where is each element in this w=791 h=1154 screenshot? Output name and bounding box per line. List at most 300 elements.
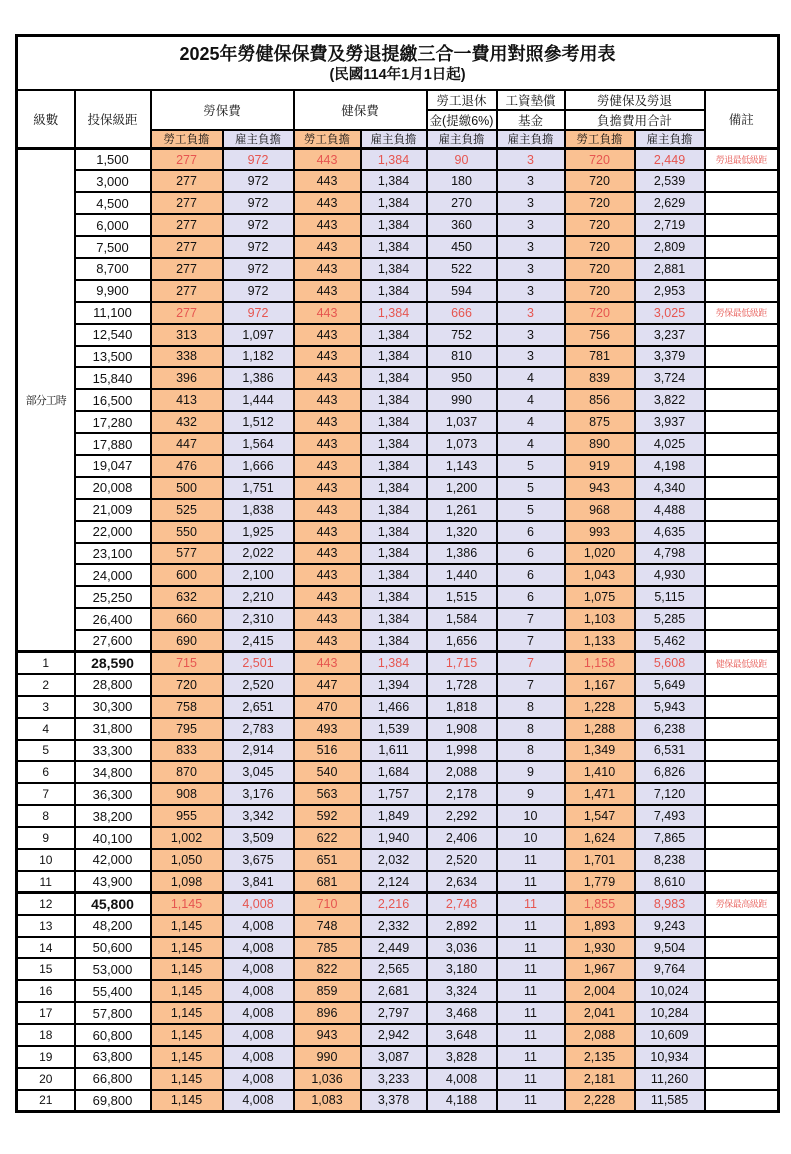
- cell-pension-employer: 1,200: [427, 477, 497, 499]
- cell-pension-employer: 1,440: [427, 564, 497, 586]
- cell-wage-fund-employer: 3: [497, 149, 565, 171]
- cell-health-employer: 3,378: [361, 1090, 427, 1112]
- cell-labor-employer: 4,008: [223, 893, 294, 915]
- cell-labor-employer: 972: [223, 280, 294, 302]
- cell-pension-employer: 2,406: [427, 827, 497, 849]
- table-row: [17, 718, 779, 740]
- cell-health-employer: 2,332: [361, 915, 427, 937]
- table-row: [17, 499, 779, 521]
- subheader-total-employer: 雇主負擔: [635, 130, 705, 149]
- cell-wage-fund-employer: 3: [497, 170, 565, 192]
- cell-health-employer: 1,466: [361, 696, 427, 718]
- cell-remark: [705, 477, 779, 499]
- cell-total-employer: 2,953: [635, 280, 705, 302]
- cell-wage-fund-employer: 6: [497, 586, 565, 608]
- cell-health-employee: 622: [294, 827, 361, 849]
- cell-remark: [705, 1002, 779, 1024]
- cell-health-employer: 1,384: [361, 258, 427, 280]
- cell-salary-bracket: 25,250: [75, 586, 151, 608]
- table-row: [17, 915, 779, 937]
- cell-health-employee: 443: [294, 192, 361, 214]
- cell-labor-employer: 972: [223, 302, 294, 324]
- cell-wage-fund-employer: 11: [497, 980, 565, 1002]
- cell-level: 3: [17, 696, 75, 718]
- cell-total-employer: 8,983: [635, 893, 705, 915]
- cell-health-employer: 1,384: [361, 324, 427, 346]
- cell-pension-employer: 3,036: [427, 937, 497, 959]
- cell-wage-fund-employer: 5: [497, 477, 565, 499]
- cell-labor-employer: 2,210: [223, 586, 294, 608]
- cell-labor-employer: 1,838: [223, 499, 294, 521]
- cell-remark: [705, 827, 779, 849]
- cell-pension-employer: 522: [427, 258, 497, 280]
- cell-total-employer: 4,635: [635, 521, 705, 543]
- cell-salary-bracket: 57,800: [75, 1002, 151, 1024]
- cell-total-employee: 839: [565, 367, 635, 389]
- cell-wage-fund-employer: 7: [497, 608, 565, 630]
- cell-health-employer: 2,449: [361, 937, 427, 959]
- cell-pension-employer: 1,261: [427, 499, 497, 521]
- cell-health-employee: 443: [294, 302, 361, 324]
- table-row: [17, 1002, 779, 1024]
- table-body: [17, 149, 779, 1112]
- cell-health-employee: 748: [294, 915, 361, 937]
- cell-labor-employer: 2,651: [223, 696, 294, 718]
- cell-remark: [705, 258, 779, 280]
- cell-remark: [705, 1090, 779, 1112]
- cell-wage-fund-employer: 11: [497, 1002, 565, 1024]
- cell-wage-fund-employer: 11: [497, 849, 565, 871]
- cell-pension-employer: 1,715: [427, 652, 497, 674]
- cell-labor-employer: 1,925: [223, 521, 294, 543]
- cell-pension-employer: 2,634: [427, 871, 497, 893]
- cell-total-employee: 720: [565, 236, 635, 258]
- subheader-pension-employer: 雇主負擔: [427, 130, 497, 149]
- cell-health-employee: 443: [294, 149, 361, 171]
- cell-wage-fund-employer: 3: [497, 236, 565, 258]
- cell-total-employer: 5,285: [635, 608, 705, 630]
- table-row: [17, 1090, 779, 1112]
- cell-labor-employee: 277: [151, 258, 223, 280]
- cell-pension-employer: 1,998: [427, 740, 497, 762]
- cell-total-employee: 1,547: [565, 805, 635, 827]
- cell-pension-employer: 2,748: [427, 893, 497, 915]
- cell-health-employer: 1,384: [361, 433, 427, 455]
- level-group-part-time: 部分工時: [17, 149, 75, 652]
- cell-labor-employer: 3,176: [223, 783, 294, 805]
- cell-total-employee: 856: [565, 389, 635, 411]
- cell-pension-employer: 1,320: [427, 521, 497, 543]
- cell-remark: [705, 499, 779, 521]
- cell-salary-bracket: 60,800: [75, 1024, 151, 1046]
- cell-total-employer: 9,764: [635, 958, 705, 980]
- cell-remark: 勞保最高級距: [705, 893, 779, 915]
- cell-total-employee: 1,228: [565, 696, 635, 718]
- cell-wage-fund-employer: 7: [497, 630, 565, 652]
- cell-total-employer: 3,379: [635, 346, 705, 368]
- cell-salary-bracket: 43,900: [75, 871, 151, 893]
- cell-total-employer: 2,809: [635, 236, 705, 258]
- cell-health-employer: 2,797: [361, 1002, 427, 1024]
- cell-total-employer: 2,539: [635, 170, 705, 192]
- cell-remark: [705, 783, 779, 805]
- cell-total-employee: 1,855: [565, 893, 635, 915]
- cell-total-employee: 720: [565, 214, 635, 236]
- cell-pension-employer: 1,386: [427, 543, 497, 565]
- cell-pension-employer: 2,178: [427, 783, 497, 805]
- cell-remark: [705, 980, 779, 1002]
- cell-labor-employee: 1,145: [151, 915, 223, 937]
- cell-total-employee: 1,930: [565, 937, 635, 959]
- cell-labor-employee: 1,145: [151, 1002, 223, 1024]
- cell-remark: [705, 564, 779, 586]
- cell-wage-fund-employer: 11: [497, 893, 565, 915]
- cell-total-employer: 4,025: [635, 433, 705, 455]
- cell-labor-employee: 447: [151, 433, 223, 455]
- table-row: [17, 455, 779, 477]
- cell-salary-bracket: 7,500: [75, 236, 151, 258]
- cell-labor-employee: 720: [151, 674, 223, 696]
- cell-health-employee: 493: [294, 718, 361, 740]
- cell-health-employee: 651: [294, 849, 361, 871]
- cell-remark: [705, 455, 779, 477]
- cell-level: 12: [17, 893, 75, 915]
- col-header-health-insurance: 健保費: [294, 90, 427, 130]
- table-row: [17, 980, 779, 1002]
- cell-health-employee: 443: [294, 630, 361, 652]
- cell-health-employer: 1,940: [361, 827, 427, 849]
- cell-wage-fund-employer: 11: [497, 871, 565, 893]
- cell-total-employee: 1,624: [565, 827, 635, 849]
- cell-health-employer: 1,384: [361, 346, 427, 368]
- fee-table: [15, 34, 780, 1113]
- cell-labor-employer: 4,008: [223, 1002, 294, 1024]
- cell-pension-employer: 450: [427, 236, 497, 258]
- header-row-1: [17, 90, 779, 110]
- cell-wage-fund-employer: 11: [497, 1046, 565, 1068]
- col-header-wage-fund-line2: 基金: [497, 110, 565, 130]
- cell-total-employer: 10,024: [635, 980, 705, 1002]
- cell-total-employee: 2,004: [565, 980, 635, 1002]
- cell-labor-employee: 338: [151, 346, 223, 368]
- cell-salary-bracket: 53,000: [75, 958, 151, 980]
- cell-health-employer: 2,032: [361, 849, 427, 871]
- cell-health-employer: 2,124: [361, 871, 427, 893]
- cell-health-employer: 1,384: [361, 630, 427, 652]
- cell-salary-bracket: 28,800: [75, 674, 151, 696]
- cell-total-employee: 2,135: [565, 1046, 635, 1068]
- cell-labor-employer: 1,444: [223, 389, 294, 411]
- cell-health-employee: 1,083: [294, 1090, 361, 1112]
- cell-wage-fund-employer: 4: [497, 433, 565, 455]
- cell-total-employee: 2,041: [565, 1002, 635, 1024]
- cell-health-employee: 896: [294, 1002, 361, 1024]
- cell-wage-fund-employer: 9: [497, 761, 565, 783]
- cell-pension-employer: 3,180: [427, 958, 497, 980]
- cell-labor-employer: 1,097: [223, 324, 294, 346]
- cell-salary-bracket: 21,009: [75, 499, 151, 521]
- table-title-cell: [17, 36, 779, 90]
- page-title: 2025年勞健保保費及勞退提繳三合一費用對照參考用表: [179, 44, 616, 65]
- col-header-wage-fund-line1: 工資墊償: [497, 90, 565, 110]
- cell-total-employer: 3,237: [635, 324, 705, 346]
- table-row: [17, 1068, 779, 1090]
- subheader-total-employee: 勞工負擔: [565, 130, 635, 149]
- cell-salary-bracket: 30,300: [75, 696, 151, 718]
- cell-labor-employer: 2,783: [223, 718, 294, 740]
- cell-labor-employee: 1,050: [151, 849, 223, 871]
- cell-health-employer: 1,384: [361, 236, 427, 258]
- cell-salary-bracket: 31,800: [75, 718, 151, 740]
- cell-labor-employee: 660: [151, 608, 223, 630]
- cell-wage-fund-employer: 7: [497, 652, 565, 674]
- cell-labor-employee: 908: [151, 783, 223, 805]
- cell-labor-employee: 550: [151, 521, 223, 543]
- table-row: [17, 564, 779, 586]
- cell-health-employee: 443: [294, 214, 361, 236]
- cell-labor-employer: 972: [223, 214, 294, 236]
- cell-remark: [705, 696, 779, 718]
- cell-salary-bracket: 16,500: [75, 389, 151, 411]
- cell-labor-employee: 277: [151, 302, 223, 324]
- cell-labor-employer: 972: [223, 236, 294, 258]
- cell-labor-employee: 476: [151, 455, 223, 477]
- cell-pension-employer: 2,520: [427, 849, 497, 871]
- cell-labor-employee: 432: [151, 411, 223, 433]
- cell-health-employee: 1,036: [294, 1068, 361, 1090]
- table-row: [17, 367, 779, 389]
- cell-pension-employer: 1,073: [427, 433, 497, 455]
- cell-labor-employee: 955: [151, 805, 223, 827]
- cell-labor-employee: 632: [151, 586, 223, 608]
- cell-remark: [705, 170, 779, 192]
- cell-total-employer: 3,937: [635, 411, 705, 433]
- page-subtitle: (民國114年1月1日起): [329, 67, 466, 84]
- cell-health-employer: 2,216: [361, 893, 427, 915]
- cell-remark: 健保最低級距: [705, 652, 779, 674]
- cell-wage-fund-employer: 3: [497, 192, 565, 214]
- cell-labor-employee: 1,145: [151, 980, 223, 1002]
- cell-pension-employer: 3,468: [427, 1002, 497, 1024]
- cell-level: 5: [17, 740, 75, 762]
- cell-health-employer: 1,384: [361, 280, 427, 302]
- cell-total-employee: 993: [565, 521, 635, 543]
- cell-health-employee: 785: [294, 937, 361, 959]
- table-row: [17, 696, 779, 718]
- cell-remark: [705, 586, 779, 608]
- cell-remark: [705, 761, 779, 783]
- cell-labor-employer: 1,512: [223, 411, 294, 433]
- table-row: [17, 433, 779, 455]
- cell-health-employer: 1,384: [361, 564, 427, 586]
- cell-wage-fund-employer: 3: [497, 302, 565, 324]
- cell-labor-employee: 577: [151, 543, 223, 565]
- table-row: [17, 586, 779, 608]
- cell-salary-bracket: 9,900: [75, 280, 151, 302]
- cell-labor-employer: 972: [223, 192, 294, 214]
- cell-wage-fund-employer: 8: [497, 718, 565, 740]
- cell-total-employee: 875: [565, 411, 635, 433]
- table-row: [17, 324, 779, 346]
- cell-total-employee: 1,133: [565, 630, 635, 652]
- cell-wage-fund-employer: 4: [497, 367, 565, 389]
- cell-remark: [705, 214, 779, 236]
- cell-total-employer: 4,488: [635, 499, 705, 521]
- cell-wage-fund-employer: 4: [497, 411, 565, 433]
- cell-pension-employer: 3,828: [427, 1046, 497, 1068]
- cell-labor-employee: 277: [151, 280, 223, 302]
- cell-wage-fund-employer: 11: [497, 1024, 565, 1046]
- cell-total-employee: 2,181: [565, 1068, 635, 1090]
- cell-salary-bracket: 27,600: [75, 630, 151, 652]
- table-row: [17, 652, 779, 674]
- cell-health-employee: 443: [294, 389, 361, 411]
- cell-salary-bracket: 33,300: [75, 740, 151, 762]
- table-row: [17, 805, 779, 827]
- cell-total-employee: 1,288: [565, 718, 635, 740]
- cell-labor-employee: 277: [151, 170, 223, 192]
- cell-pension-employer: 1,037: [427, 411, 497, 433]
- table-row: [17, 170, 779, 192]
- table-row: [17, 214, 779, 236]
- cell-total-employee: 720: [565, 192, 635, 214]
- cell-labor-employer: 4,008: [223, 1024, 294, 1046]
- cell-remark: [705, 915, 779, 937]
- cell-pension-employer: 2,088: [427, 761, 497, 783]
- table-row: [17, 827, 779, 849]
- cell-health-employer: 1,384: [361, 652, 427, 674]
- cell-wage-fund-employer: 3: [497, 280, 565, 302]
- cell-health-employee: 943: [294, 1024, 361, 1046]
- cell-health-employer: 2,565: [361, 958, 427, 980]
- cell-labor-employee: 413: [151, 389, 223, 411]
- cell-remark: [705, 324, 779, 346]
- cell-labor-employer: 4,008: [223, 1068, 294, 1090]
- cell-salary-bracket: 22,000: [75, 521, 151, 543]
- cell-total-employer: 6,826: [635, 761, 705, 783]
- cell-pension-employer: 1,728: [427, 674, 497, 696]
- cell-level: 4: [17, 718, 75, 740]
- cell-health-employee: 710: [294, 893, 361, 915]
- cell-labor-employee: 1,145: [151, 1068, 223, 1090]
- cell-labor-employee: 277: [151, 149, 223, 171]
- cell-remark: [705, 521, 779, 543]
- cell-remark: [705, 871, 779, 893]
- cell-wage-fund-employer: 3: [497, 324, 565, 346]
- cell-labor-employer: 2,310: [223, 608, 294, 630]
- cell-pension-employer: 810: [427, 346, 497, 368]
- cell-wage-fund-employer: 11: [497, 958, 565, 980]
- cell-labor-employee: 690: [151, 630, 223, 652]
- cell-total-employer: 7,865: [635, 827, 705, 849]
- cell-salary-bracket: 12,540: [75, 324, 151, 346]
- table-row: [17, 477, 779, 499]
- cell-level: 6: [17, 761, 75, 783]
- cell-health-employee: 443: [294, 499, 361, 521]
- cell-total-employee: 968: [565, 499, 635, 521]
- cell-labor-employer: 972: [223, 258, 294, 280]
- cell-labor-employer: 3,342: [223, 805, 294, 827]
- cell-level: 13: [17, 915, 75, 937]
- cell-health-employer: 1,757: [361, 783, 427, 805]
- cell-pension-employer: 950: [427, 367, 497, 389]
- cell-salary-bracket: 8,700: [75, 258, 151, 280]
- cell-total-employer: 7,493: [635, 805, 705, 827]
- cell-labor-employer: 4,008: [223, 1090, 294, 1112]
- cell-labor-employer: 972: [223, 149, 294, 171]
- cell-health-employee: 592: [294, 805, 361, 827]
- cell-level: 21: [17, 1090, 75, 1112]
- cell-remark: [705, 280, 779, 302]
- table-row: [17, 674, 779, 696]
- cell-health-employer: 1,384: [361, 543, 427, 565]
- cell-labor-employee: 1,145: [151, 958, 223, 980]
- cell-labor-employer: 3,675: [223, 849, 294, 871]
- cell-health-employer: 1,539: [361, 718, 427, 740]
- cell-labor-employee: 715: [151, 652, 223, 674]
- cell-health-employee: 443: [294, 608, 361, 630]
- table-row: [17, 149, 779, 171]
- cell-labor-employee: 870: [151, 761, 223, 783]
- cell-salary-bracket: 24,000: [75, 564, 151, 586]
- cell-total-employer: 5,462: [635, 630, 705, 652]
- cell-health-employee: 443: [294, 586, 361, 608]
- cell-labor-employer: 2,415: [223, 630, 294, 652]
- cell-health-employee: 443: [294, 411, 361, 433]
- cell-total-employer: 5,943: [635, 696, 705, 718]
- col-header-total-line1: 勞健保及勞退: [565, 90, 705, 110]
- cell-total-employer: 6,531: [635, 740, 705, 762]
- cell-pension-employer: 1,584: [427, 608, 497, 630]
- cell-health-employer: 1,384: [361, 149, 427, 171]
- cell-health-employer: 1,394: [361, 674, 427, 696]
- cell-health-employee: 443: [294, 236, 361, 258]
- cell-remark: [705, 674, 779, 696]
- cell-labor-employee: 1,002: [151, 827, 223, 849]
- cell-salary-bracket: 34,800: [75, 761, 151, 783]
- cell-salary-bracket: 20,008: [75, 477, 151, 499]
- col-header-salary: 投保級距: [75, 90, 151, 149]
- table-row: [17, 849, 779, 871]
- cell-salary-bracket: 26,400: [75, 608, 151, 630]
- table-row: [17, 280, 779, 302]
- cell-level: 20: [17, 1068, 75, 1090]
- cell-total-employee: 720: [565, 280, 635, 302]
- cell-pension-employer: 990: [427, 389, 497, 411]
- cell-total-employee: 756: [565, 324, 635, 346]
- cell-remark: [705, 958, 779, 980]
- cell-health-employee: 443: [294, 433, 361, 455]
- cell-total-employer: 2,449: [635, 149, 705, 171]
- cell-total-employer: 9,243: [635, 915, 705, 937]
- cell-wage-fund-employer: 9: [497, 783, 565, 805]
- cell-total-employer: 2,719: [635, 214, 705, 236]
- cell-salary-bracket: 40,100: [75, 827, 151, 849]
- cell-labor-employer: 2,100: [223, 564, 294, 586]
- cell-total-employer: 5,649: [635, 674, 705, 696]
- table-row: [17, 346, 779, 368]
- cell-health-employee: 443: [294, 258, 361, 280]
- cell-salary-bracket: 38,200: [75, 805, 151, 827]
- cell-total-employer: 6,238: [635, 718, 705, 740]
- cell-remark: [705, 1068, 779, 1090]
- cell-wage-fund-employer: 11: [497, 937, 565, 959]
- cell-health-employer: 1,684: [361, 761, 427, 783]
- cell-pension-employer: 1,908: [427, 718, 497, 740]
- table-row: [17, 761, 779, 783]
- col-header-labor-insurance: 勞保費: [151, 90, 294, 130]
- cell-salary-bracket: 36,300: [75, 783, 151, 805]
